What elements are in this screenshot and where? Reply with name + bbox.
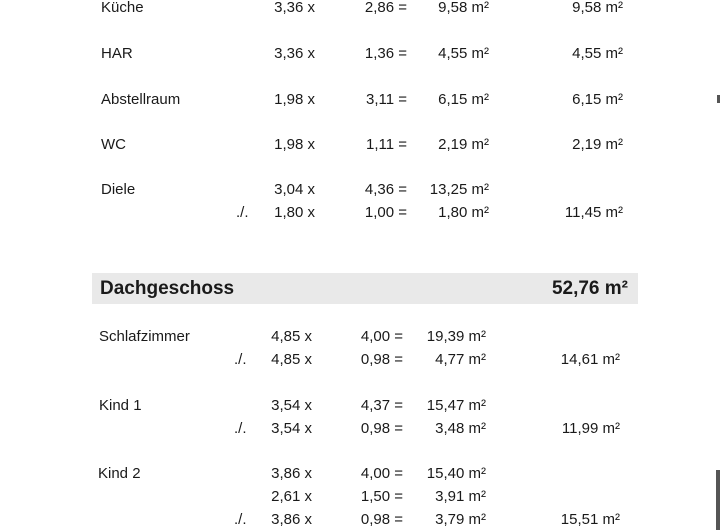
room-row-wc [0,135,720,155]
room-width: 0,98 = [360,511,403,528]
room-total: 11,99 m² [561,420,620,437]
room-length: 1,80 x [274,204,315,221]
room-row-kind-1-deduction [0,419,720,439]
room-length: 4,85 x [271,328,312,345]
room-row-kueche [0,0,720,18]
room-length: 3,86 x [271,511,312,528]
deduction-marker: ./. [234,351,247,368]
room-width: 1,00 = [364,204,407,221]
room-width: 1,50 = [360,488,403,505]
room-width: 3,11 = [365,91,407,108]
room-area: 4,55 m² [438,45,489,62]
room-row-diele-deduction [0,203,720,223]
room-row-har [0,44,720,64]
room-label: Küche [101,0,144,16]
room-area: 15,47 m² [426,397,486,414]
room-row-abstellraum [0,90,720,110]
room-width: 0,98 = [360,420,403,437]
section-title: Dachgeschoss [100,278,235,299]
room-area: 6,15 m² [438,91,489,108]
room-area: 13,25 m² [429,181,489,198]
room-total: 9,58 m² [572,0,623,16]
room-row-schlafzimmer-deduction [0,350,720,370]
scan-edge-mark [716,470,720,530]
room-label: Abstellraum [101,91,181,108]
room-area: 9,58 m² [438,0,489,16]
room-length: 1,98 x [274,91,315,108]
room-length: 3,54 x [271,397,312,414]
room-length: 3,54 x [271,420,312,437]
room-width: 1,36 = [364,45,407,62]
room-length: 3,86 x [271,465,312,482]
room-row-kind-2-line-2 [0,487,720,507]
room-total: 11,45 m² [564,204,623,221]
deduction-marker: ./. [236,204,249,221]
room-area: 1,80 m² [438,204,489,221]
room-length: 3,36 x [274,45,315,62]
room-row-kind-2-deduction [0,510,720,530]
room-length: 1,98 x [274,136,315,153]
room-area: 3,48 m² [435,420,486,437]
room-label: Kind 1 [99,397,142,414]
room-length: 3,36 x [274,0,315,16]
room-length: 2,61 x [271,488,312,505]
room-label: HAR [101,45,133,62]
room-total: 14,61 m² [560,351,620,368]
room-width: 4,37 = [360,397,403,414]
room-area: 2,19 m² [438,136,489,153]
room-row-kind-2 [0,464,720,484]
deduction-marker: ./. [234,511,247,528]
room-total: 6,15 m² [572,91,623,108]
room-row-diele [0,180,720,200]
deduction-marker: ./. [234,420,247,437]
room-width: 1,11 = [365,136,407,153]
room-width: 4,36 = [364,181,407,198]
room-length: 4,85 x [271,351,312,368]
room-area: 4,77 m² [435,351,486,368]
room-width: 0,98 = [360,351,403,368]
room-area: 3,91 m² [435,488,486,505]
room-length: 3,04 x [274,181,315,198]
room-total: 4,55 m² [572,45,623,62]
room-row-schlafzimmer [0,327,720,347]
room-total: 15,51 m² [560,511,620,528]
section-total: 52,76 m² [551,278,628,299]
room-row-kind-1 [0,396,720,416]
room-width: 4,00 = [360,465,403,482]
room-area: 15,40 m² [426,465,486,482]
room-width: 4,00 = [360,328,403,345]
room-area: 19,39 m² [426,328,486,345]
room-area: 3,79 m² [435,511,486,528]
room-label: Schlafzimmer [99,328,190,345]
room-label: Diele [101,181,136,198]
room-total: 2,19 m² [572,136,623,153]
room-label: Kind 2 [98,465,141,482]
room-label: WC [101,136,126,153]
room-width: 2,86 = [364,0,407,16]
